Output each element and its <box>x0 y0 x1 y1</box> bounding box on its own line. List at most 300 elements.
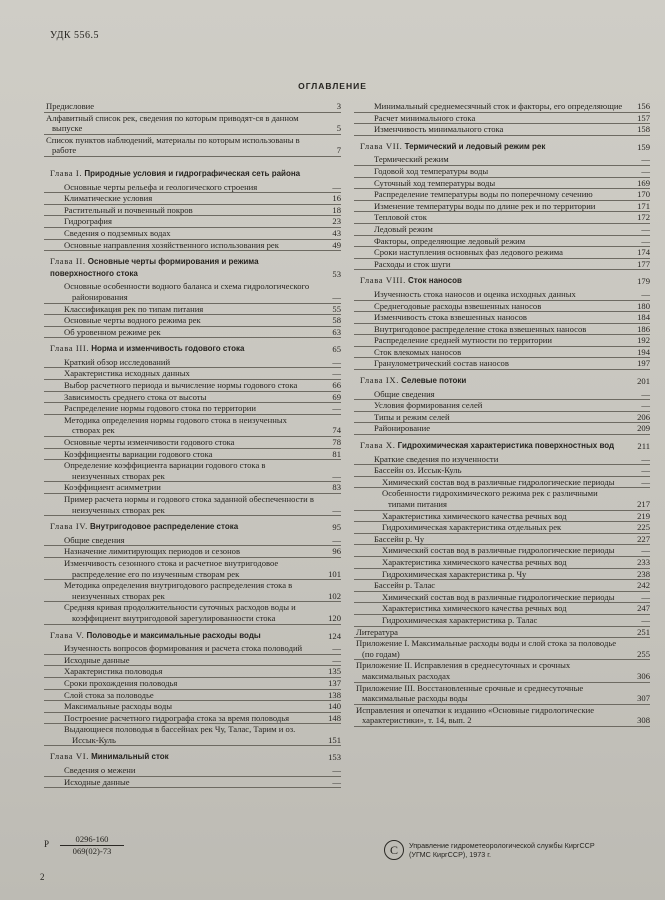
toc-entry <box>354 189 650 201</box>
entry-title: Назначение лимитирующих периодов и сезонов <box>64 546 241 557</box>
fraction-numerator: 0296-160 <box>60 834 124 846</box>
chapter-label: Глава IX. <box>360 375 399 386</box>
entry-page: 238 <box>637 568 650 579</box>
entry-page: 201 <box>637 376 650 387</box>
toc-entry <box>44 558 341 580</box>
entry-title: Методика определения внутригодового распределения стока в неизученных створах рек <box>64 580 293 601</box>
toc-entry <box>354 534 650 546</box>
toc-entry <box>44 678 341 690</box>
entry-title: Приложение I. Максимальные расходы воды и слой стока за половодье (по годам) <box>356 638 617 659</box>
entry-page: — <box>641 165 650 176</box>
entry-page: — <box>332 403 341 414</box>
entry-page: 192 <box>637 335 650 346</box>
entry-title: Основные особенности водного баланса и схема гидрологического районирования <box>64 281 310 302</box>
entry-page: 197 <box>637 358 650 369</box>
entry-title: Об уровенном режиме рек <box>64 326 161 337</box>
entry-title: Гидрография <box>64 216 112 227</box>
entry-page: — <box>641 154 650 165</box>
entry-page: — <box>332 654 341 665</box>
index-letter: Р <box>44 839 50 849</box>
toc-entry <box>354 569 650 581</box>
entry-page: — <box>641 545 650 556</box>
entry-page: 137 <box>328 677 341 688</box>
chapter-label: Глава VIII. <box>360 275 406 286</box>
entry-page: — <box>641 614 650 625</box>
entry-title: Построение расчетного гидрографа стока за время половодья <box>64 712 290 723</box>
entry-title: Расчет минимального стока <box>374 112 476 123</box>
entry-title: Характеристика химического качества речных вод <box>382 510 567 521</box>
toc-entry <box>354 236 650 248</box>
chapter-label: Глава I. <box>50 167 83 178</box>
toc-entry <box>354 522 650 534</box>
toc-chapter-heading <box>44 256 341 279</box>
toc-entry <box>44 380 341 392</box>
entry-title: Климатические условия <box>64 193 153 204</box>
toc-entry <box>354 113 650 125</box>
toc-entry <box>44 228 341 240</box>
entry-page: 158 <box>637 124 650 135</box>
entry-page: 120 <box>328 612 341 623</box>
entry-title: Суточный ход температуры воды <box>374 177 496 188</box>
entry-title: Изменчивость минимального стока <box>374 124 504 135</box>
chapter-title <box>354 275 624 287</box>
toc-entry <box>354 627 650 639</box>
entry-page: 174 <box>637 247 650 258</box>
entry-page: 217 <box>637 499 650 509</box>
entry-title: Распределение средней мутности по территории <box>374 335 552 346</box>
entry-title: Исправления и опечатки к изданию «Основные гидрологические характеристики», т. 14, вып. 2 <box>356 704 595 726</box>
entry-title: Изменчивость стока взвешенных наносов <box>374 312 527 323</box>
entry-title: Изменчивость сезонного стока и расчетное внутригодовое распределение его по изученным створам рек <box>64 557 279 579</box>
entry-page: 156 <box>637 101 650 111</box>
copyright-line: Управление гидрометеорологической службы КиргССР <box>409 841 595 850</box>
entry-title: Характеристика химического качества речных вод <box>382 556 567 567</box>
toc-entry <box>354 101 650 113</box>
toc-entry <box>354 660 650 682</box>
entry-title: Предисловие <box>46 101 95 111</box>
toc-entry <box>44 655 341 667</box>
chapter-name: Термический и ледовый режим рек <box>404 141 546 151</box>
entry-page: — <box>641 400 650 411</box>
entry-title: Литература <box>356 626 398 637</box>
entry-page: 148 <box>328 712 341 723</box>
entry-title: Выбор расчетного периода и вычисление нормы годового стока <box>64 380 298 391</box>
entry-title: Термический режим <box>374 154 449 165</box>
entry-page: — <box>332 368 341 379</box>
toc-entry <box>44 113 341 135</box>
entry-page: 194 <box>637 346 650 357</box>
toc-entry <box>44 546 341 558</box>
toc-entry <box>354 557 650 569</box>
entry-page: 5 <box>336 123 341 134</box>
copyright <box>384 840 595 860</box>
entry-page: 81 <box>332 448 341 459</box>
entry-page: — <box>332 291 341 302</box>
entry-title: Изменение температуры воды по длине рек и по территории <box>374 200 596 211</box>
entry-page: 43 <box>332 227 341 238</box>
entry-title: Характеристика половодья <box>64 666 163 677</box>
entry-title: Исходные данные <box>64 776 130 787</box>
toc-entry <box>44 357 341 369</box>
entry-page: 171 <box>637 200 650 211</box>
entry-title: Определение коэффициента вариации годового стока в неизученных створах рек <box>64 460 266 481</box>
entry-title: Коэффициент асимметрии <box>64 482 161 493</box>
chapter-name: Основные черты формирования и режима поверхностного стока <box>50 257 259 278</box>
entry-title: Алфавитный список рек, сведения по которым приводят-ся в данном выпуске <box>46 112 299 134</box>
toc-chapter-heading <box>354 275 650 287</box>
toc-entry <box>354 124 650 136</box>
toc-entry <box>354 465 650 477</box>
entry-page: — <box>641 288 650 299</box>
entry-page: 306 <box>637 670 650 681</box>
entry-title: Основные направления хозяйственного использования рек <box>64 239 279 250</box>
entry-title: Тепловой сток <box>374 212 427 223</box>
entry-page: 179 <box>637 276 650 287</box>
chapter-title <box>354 141 624 153</box>
entry-page: 233 <box>637 556 650 567</box>
entry-title: Краткие сведения по изученности <box>374 453 499 464</box>
entry-page: 255 <box>637 648 650 659</box>
entry-title: Общие сведения <box>374 388 435 399</box>
toc-entry <box>354 178 650 190</box>
entry-page: — <box>332 765 341 776</box>
entry-title: Расходы и сток шуги <box>374 258 451 269</box>
entry-title: Изученность стока наносов и оценка исходных данных <box>374 288 576 299</box>
toc-entry <box>44 643 341 655</box>
entry-page: — <box>641 465 650 476</box>
toc-entry <box>354 347 650 359</box>
fraction-denominator: 069(02)-73 <box>72 846 112 856</box>
toc-entry <box>44 713 341 725</box>
toc-entry <box>44 724 341 746</box>
entry-page: 96 <box>332 546 341 557</box>
entry-page: — <box>332 504 341 515</box>
entry-title: Зависимость среднего стока от высоты <box>64 391 207 402</box>
toc-entry <box>44 701 341 713</box>
entry-page: 184 <box>637 312 650 323</box>
entry-page: — <box>332 356 341 367</box>
entry-page: 308 <box>637 715 650 726</box>
entry-title: Основные черты рельефа и геологического строения <box>64 181 258 192</box>
entry-page: 78 <box>332 437 341 448</box>
entry-title: Минимальный среднемесячный сток и факторы, его определяющие <box>374 101 623 111</box>
entry-page: 66 <box>332 380 341 391</box>
toc-entry <box>354 324 650 336</box>
entry-title: Сведения о подземных водах <box>64 227 171 238</box>
entry-title: Внутригодовое распределение стока взвешенных наносов <box>374 323 587 334</box>
entry-page: — <box>332 181 341 192</box>
entry-title: Сроки прохождения половодья <box>64 677 178 688</box>
toc-entry <box>44 392 341 404</box>
entry-page: 23 <box>332 216 341 227</box>
chapter-label: Глава VII. <box>360 140 403 151</box>
chapter-name: Селевые потоки <box>401 376 467 386</box>
page-title: ОГЛАВЛЕНИЕ <box>298 81 367 91</box>
entry-page: 7 <box>336 145 341 156</box>
entry-title: Бассейн р. Чу <box>374 533 425 544</box>
entry-title: Химический состав вод в различные гидрологические периоды <box>382 476 615 487</box>
entry-page: 18 <box>332 204 341 215</box>
entry-title: Химический состав вод в различные гидрологические периоды <box>382 591 615 602</box>
toc-entry <box>44 690 341 702</box>
entry-title: Основные черты водного режима рек <box>64 315 201 326</box>
entry-title: Средняя кривая продолжительности суточных расходов воды и коэффициент внутригодовой зарегулированности стока <box>64 602 296 623</box>
chapter-title <box>44 521 315 533</box>
entry-page: — <box>641 453 650 464</box>
toc-entry <box>354 312 650 324</box>
entry-page: 135 <box>328 666 341 677</box>
toc-entry <box>44 415 341 437</box>
entry-title: Методика определения нормы годового стока в неизученных створах рек <box>64 414 287 436</box>
chapter-title <box>44 343 315 355</box>
toc-entry <box>354 683 650 705</box>
entry-page: 102 <box>328 590 341 601</box>
chapter-name: Половодье и максимальные расходы воды <box>86 630 261 640</box>
toc-entry <box>44 460 341 482</box>
chapter-label: Глава X. <box>360 440 396 451</box>
toc-right-column <box>354 101 650 727</box>
toc-entry <box>44 765 341 777</box>
entry-title: Характеристика химического качества речных вод <box>382 603 567 614</box>
toc-entry <box>354 488 650 510</box>
toc-chapter-heading <box>44 168 341 180</box>
toc-entry <box>44 482 341 494</box>
toc-entry <box>354 400 650 412</box>
toc-entry <box>354 166 650 178</box>
entry-page: 49 <box>332 239 341 250</box>
spacer <box>44 157 341 163</box>
chapter-title <box>354 440 624 452</box>
toc-entry <box>44 580 341 602</box>
toc-entry <box>354 412 650 424</box>
toc-entry <box>44 403 341 415</box>
chapter-label: Глава III. <box>50 343 90 354</box>
entry-page: 157 <box>637 112 650 123</box>
entry-page: 53 <box>332 268 341 279</box>
entry-page: 95 <box>332 522 341 533</box>
entry-title: Бассейн оз. Иссык-Куль <box>374 465 462 476</box>
chapter-name: Гидрохимическая характеристика поверхностных вод <box>397 441 615 451</box>
chapter-title <box>44 256 315 279</box>
toc-chapter-heading <box>354 440 650 452</box>
entry-title: Бассейн р. Талас <box>374 580 436 591</box>
entry-page: — <box>641 388 650 399</box>
entry-page: 242 <box>637 580 650 591</box>
toc-entry <box>44 494 341 516</box>
entry-title: Факторы, определяющие ледовый режим <box>374 235 526 246</box>
entry-title: Распределение температуры воды по поперечному сечению <box>374 189 593 200</box>
entry-title: Слой стока за половодье <box>64 689 154 700</box>
toc-chapter-heading <box>44 630 341 642</box>
entry-page: 16 <box>332 193 341 204</box>
toc-entry <box>44 315 341 327</box>
toc-chapter-heading <box>44 343 341 355</box>
entry-title: Гидрохимическая характеристика р. Чу <box>382 568 527 579</box>
entry-page: 227 <box>637 533 650 544</box>
entry-page: 140 <box>328 701 341 712</box>
entry-page: — <box>332 534 341 545</box>
chapter-name: Сток наносов <box>408 276 462 286</box>
toc-entry <box>354 201 650 213</box>
entry-title: Максимальные расходы воды <box>64 701 172 712</box>
toc-entry <box>354 259 650 271</box>
entry-page: 69 <box>332 391 341 402</box>
entry-title: Краткий обзор исследований <box>64 356 171 367</box>
toc-chapter-heading <box>44 521 341 533</box>
entry-page: 83 <box>332 482 341 493</box>
toc-left-column <box>44 101 341 788</box>
entry-page: 251 <box>637 626 650 637</box>
entry-page: 3 <box>336 101 341 111</box>
page-number: 2 <box>40 872 45 882</box>
toc-entry <box>354 615 650 627</box>
toc-entry <box>44 281 341 303</box>
toc-entry <box>354 545 650 557</box>
chapter-name: Природные условия и гидрографическая сеть района <box>84 168 301 178</box>
chapter-title <box>354 375 624 387</box>
entry-title: Сроки наступления основных фаз ледового режима <box>374 247 563 258</box>
toc-entry <box>354 301 650 313</box>
entry-title: Общие сведения <box>64 534 125 545</box>
entry-page: 101 <box>328 568 341 579</box>
entry-page: 74 <box>332 425 341 436</box>
entry-title: Годовой ход температуры воды <box>374 165 489 176</box>
chapter-name: Внутригодовое распределение стока <box>90 522 239 532</box>
toc-entry <box>354 580 650 592</box>
toc-entry <box>354 289 650 301</box>
entry-page: 153 <box>328 752 341 763</box>
entry-title: Основные черты изменчивости годового стока <box>64 437 235 448</box>
toc-entry <box>354 154 650 166</box>
toc-entry <box>44 327 341 339</box>
toc-chapter-heading <box>44 751 341 763</box>
toc-entry <box>354 603 650 615</box>
toc-entry <box>44 535 341 547</box>
entry-page: — <box>332 643 341 654</box>
entry-page: 159 <box>637 141 650 152</box>
entry-page: — <box>641 476 650 487</box>
toc-entry <box>354 705 650 727</box>
entry-title: Особенности гидрохимического режима рек с различными типами питания <box>382 488 598 509</box>
toc-entry <box>44 666 341 678</box>
entry-title: Типы и режим селей <box>374 411 450 422</box>
entry-page: 247 <box>637 603 650 614</box>
entry-page: 169 <box>637 177 650 188</box>
entry-title: Гранулометрический состав наносов <box>374 358 509 369</box>
copyright-text <box>409 841 595 859</box>
toc-chapter-heading <box>354 375 650 387</box>
entry-page: — <box>641 223 650 234</box>
chapter-label: Глава VI. <box>50 751 89 762</box>
entry-page: 219 <box>637 510 650 521</box>
toc-entry <box>354 423 650 435</box>
entry-title: Приложение II. Исправления в среднесуточных и срочных максимальных расходах <box>356 660 571 681</box>
entry-page: 180 <box>637 300 650 311</box>
toc-entry <box>44 368 341 380</box>
entry-page: 177 <box>637 258 650 269</box>
toc-entry <box>354 335 650 347</box>
toc-entry <box>354 454 650 466</box>
index-fraction <box>60 834 124 857</box>
entry-page: 186 <box>637 323 650 334</box>
copyright-icon: С <box>384 840 404 860</box>
toc-entry <box>44 135 341 157</box>
toc-entry <box>44 240 341 252</box>
toc-entry <box>44 602 341 624</box>
entry-page: 65 <box>332 344 341 355</box>
entry-page: 211 <box>637 441 650 452</box>
entry-title: Гидрохимическая характеристика отдельных рек <box>382 522 562 533</box>
entry-page: — <box>332 776 341 787</box>
entry-page: 124 <box>328 630 341 641</box>
toc-entry <box>44 449 341 461</box>
entry-title: Пример расчета нормы и годового стока заданной обеспеченности в неизученных створах рек <box>64 494 314 515</box>
toc-entry <box>44 205 341 217</box>
entry-title: Химический состав вод в различные гидрологические периоды <box>382 545 615 556</box>
toc-entry <box>354 358 650 370</box>
toc-entry <box>354 477 650 489</box>
entry-title: Характеристика исходных данных <box>64 368 190 379</box>
entry-title: Приложение III. Восстановленные срочные и среднесуточные максимальные расходы воды <box>356 682 584 704</box>
udk-code: УДК 556.5 <box>50 30 100 41</box>
toc-entry <box>354 592 650 604</box>
chapter-label: Глава II. <box>50 256 86 267</box>
entry-page: — <box>332 470 341 481</box>
entry-page: — <box>641 235 650 246</box>
entry-title: Сведения о межени <box>64 765 136 776</box>
entry-page: 209 <box>637 423 650 434</box>
entry-title: Изученность вопросов формирования и расчета стока половодий <box>64 643 303 654</box>
entry-title: Список пунктов наблюдений, материалы по которым использованы в работе <box>46 134 300 156</box>
entry-title: Коэффициенты вариации годового стока <box>64 448 213 459</box>
copyright-line: (УГМС КиргССР), 1973 г. <box>409 850 491 859</box>
toc-entry <box>354 389 650 401</box>
entry-page: 151 <box>328 734 341 745</box>
toc-entry <box>354 224 650 236</box>
entry-title: Гидрохимическая характеристика р. Талас <box>382 614 538 625</box>
entry-title: Условия формирования селей <box>374 400 483 411</box>
chapter-title <box>44 751 315 763</box>
entry-page: 63 <box>332 326 341 337</box>
toc-entry <box>44 101 341 113</box>
toc-entry <box>44 216 341 228</box>
chapter-name: Минимальный сток <box>91 752 169 762</box>
toc-entry <box>354 247 650 259</box>
entry-title: Растительный и почвенный покров <box>64 204 193 215</box>
chapter-title <box>44 168 315 180</box>
entry-page: 170 <box>637 189 650 200</box>
toc-entry <box>354 212 650 224</box>
entry-page: 55 <box>332 303 341 314</box>
entry-title: Классификация рек по типам питания <box>64 303 204 314</box>
entry-page: 225 <box>637 522 650 533</box>
entry-page: 138 <box>328 689 341 700</box>
entry-title: Ледовый режим <box>374 223 433 234</box>
toc-entry <box>44 437 341 449</box>
toc-chapter-heading <box>354 141 650 153</box>
entry-title: Распределение нормы годового стока по территории <box>64 403 256 414</box>
chapter-title <box>44 630 315 642</box>
entry-page: — <box>641 591 650 602</box>
toc-entry <box>44 182 341 194</box>
toc-entry <box>44 304 341 316</box>
toc-entry <box>44 193 341 205</box>
entry-page: 58 <box>332 315 341 326</box>
chapter-name: Норма и изменчивость годового стока <box>91 344 245 354</box>
toc-entry <box>44 777 341 789</box>
entry-title: Сток влекомых наносов <box>374 346 462 357</box>
entry-title: Исходные данные <box>64 654 130 665</box>
